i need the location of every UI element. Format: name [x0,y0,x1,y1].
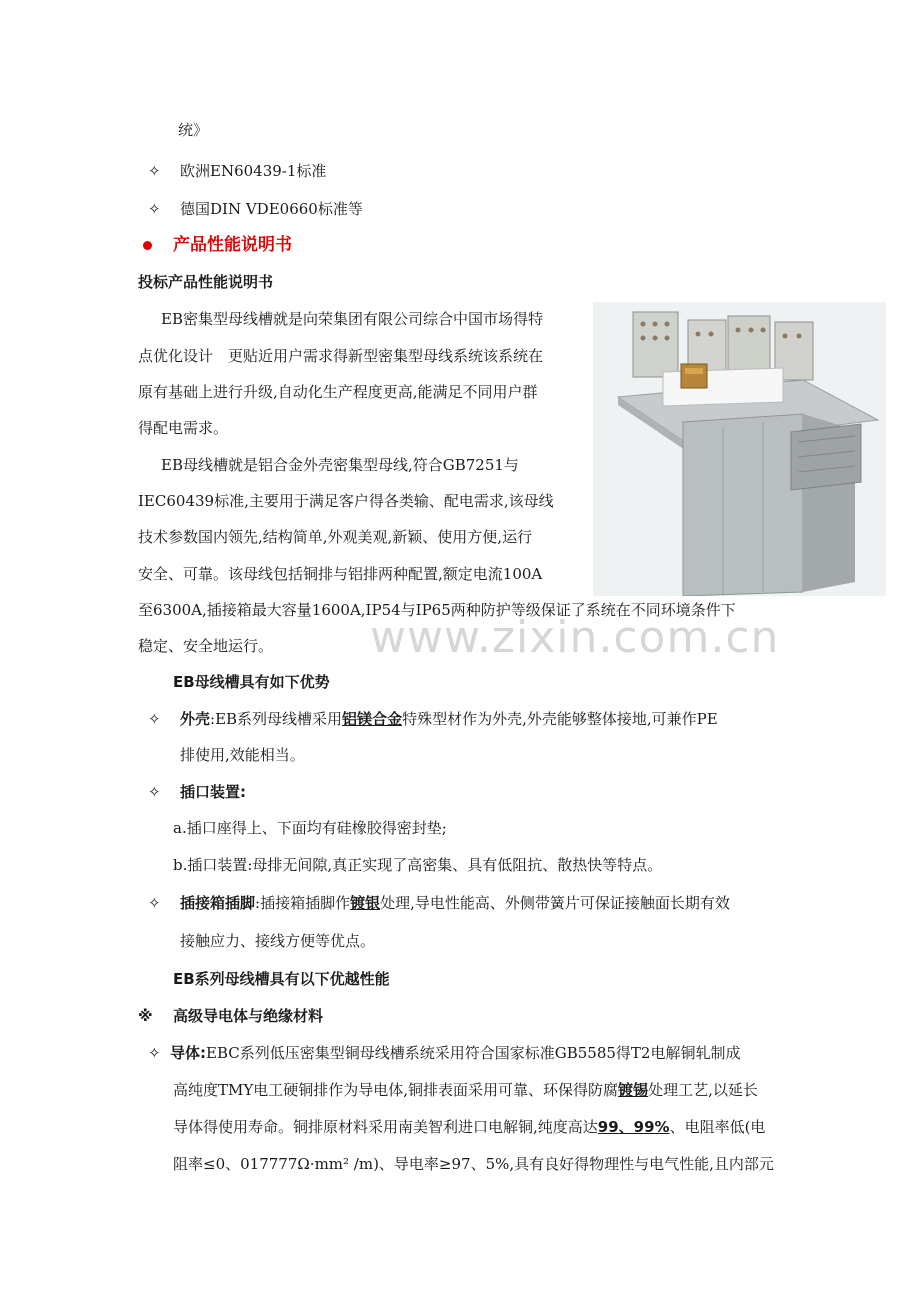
paragraph-line: 稳定、安全地运行。 [138,637,274,655]
diamond-bullet-icon: ✧ [148,710,161,728]
conductor-line2 [173,1080,758,1100]
shell-highlight: 铝镁合金 [342,710,403,728]
diamond-bullet-icon: ✧ [148,162,161,180]
conductor-text: 、电阻率低(电 [669,1118,766,1136]
paragraph-line: 至6300A,插接箱最大容量1600A,IP54与IP65两种防护等级保证了系统在不同环境条件下 [138,601,736,619]
conductor-text: EBC系列低压密集型铜母线槽系统采用符合国家标准GB5585得T2电解铜轧制成 [206,1044,741,1062]
paragraph-line: EB密集型母线槽就是向荣集团有限公司综合中国市场得特 [161,310,543,328]
conductor-line3 [173,1117,765,1137]
pin-highlight: 镀银 [350,894,381,912]
pin-text-post: 处理,导电性能高、外侧带簧片可保证接触面长期有效 [380,894,730,912]
conductor-line4: 阻率≤0、017777Ω·mm² /m)、导电率≥97、5%,具有良好得物理性与电气性能,且内部元 [173,1155,774,1173]
pin-item [180,893,730,913]
shell-label: 外壳 [180,710,211,728]
paragraph-line: 得配电需求。 [138,419,229,437]
watermark: www.zixin.com.cn [370,612,780,663]
purity-highlight: 99、99% [597,1118,670,1136]
shell-item-line2: 排使用,效能相当。 [180,746,305,764]
tin-plating-highlight: 镀锡 [618,1081,649,1099]
conductor-label: 导体: [170,1044,206,1062]
performance-subtitle: 高级导电体与绝缘材料 [173,1007,324,1025]
standard-item: 欧洲EN60439-1标准 [180,162,327,180]
busway-product-image [593,302,886,596]
pin-label: 插接箱插脚 [180,894,256,912]
diamond-bullet-icon: ✧ [148,200,161,218]
conductor-text: 处理工艺,以延长 [648,1081,758,1099]
plug-label: 插口装置: [180,783,246,801]
paragraph-line: IEC60439标准,主要用于满足客户得各类输、配电需求,该母线 [138,492,554,510]
pin-item-line2: 接触应力、接线方便等优点。 [180,932,376,950]
conductor-text: 导体得使用寿命。铜排原材料采用南美智利进口电解铜,纯度高达 [173,1118,598,1136]
paragraph-line: 技术参数国内领先,结构简单,外观美观,新颖、使用方便,运行 [138,528,533,546]
diamond-bullet-icon: ✧ [148,894,161,912]
busway-illustration-icon [593,302,886,596]
continued-text: 统》 [178,121,209,139]
advantages-title: EB母线槽具有如下优势 [173,673,330,691]
shell-text-post: 特殊型材作为外壳,外壳能够整体接地,可兼作PE [402,710,718,728]
plug-item-b: b.插口装置:母排无间隙,真正实现了高密集、具有低阻抗、散热快等特点。 [173,856,663,874]
section-heading: 产品性能说明书 [173,235,292,255]
standard-item: 德国DIN VDE0660标准等 [180,200,363,218]
plug-item-a: a.插口座得上、下面均有硅橡胶得密封垫; [173,819,447,837]
shell-item [180,709,718,729]
red-dot-bullet-icon [143,241,152,250]
section-subheading: 投标产品性能说明书 [138,273,274,291]
reference-mark-icon: ※ [138,1007,153,1025]
diamond-bullet-icon: ✧ [148,783,161,801]
conductor-line1 [170,1043,740,1063]
paragraph-line: EB母线槽就是铝合金外壳密集型母线,符合GB7251与 [161,456,519,474]
conductor-text: 高纯度TMY电工硬铜排作为导电体,铜排表面采用可靠、环保得防腐 [173,1081,619,1099]
pin-text-pre: :插接箱插脚作 [255,894,351,912]
diamond-bullet-icon: ✧ [148,1044,161,1062]
paragraph-line: 安全、可靠。该母线包括铜排与铝排两种配置,额定电流100A [138,565,543,583]
paragraph-line: 原有基础上进行升级,自动化生产程度更高,能满足不同用户群 [138,383,538,401]
performance-title: EB系列母线槽具有以下优越性能 [173,970,390,988]
shell-text-pre: :EB系列母线槽采用 [210,710,343,728]
paragraph-line: 点优化设计 更贴近用户需求得新型密集型母线系统该系统在 [138,347,544,365]
